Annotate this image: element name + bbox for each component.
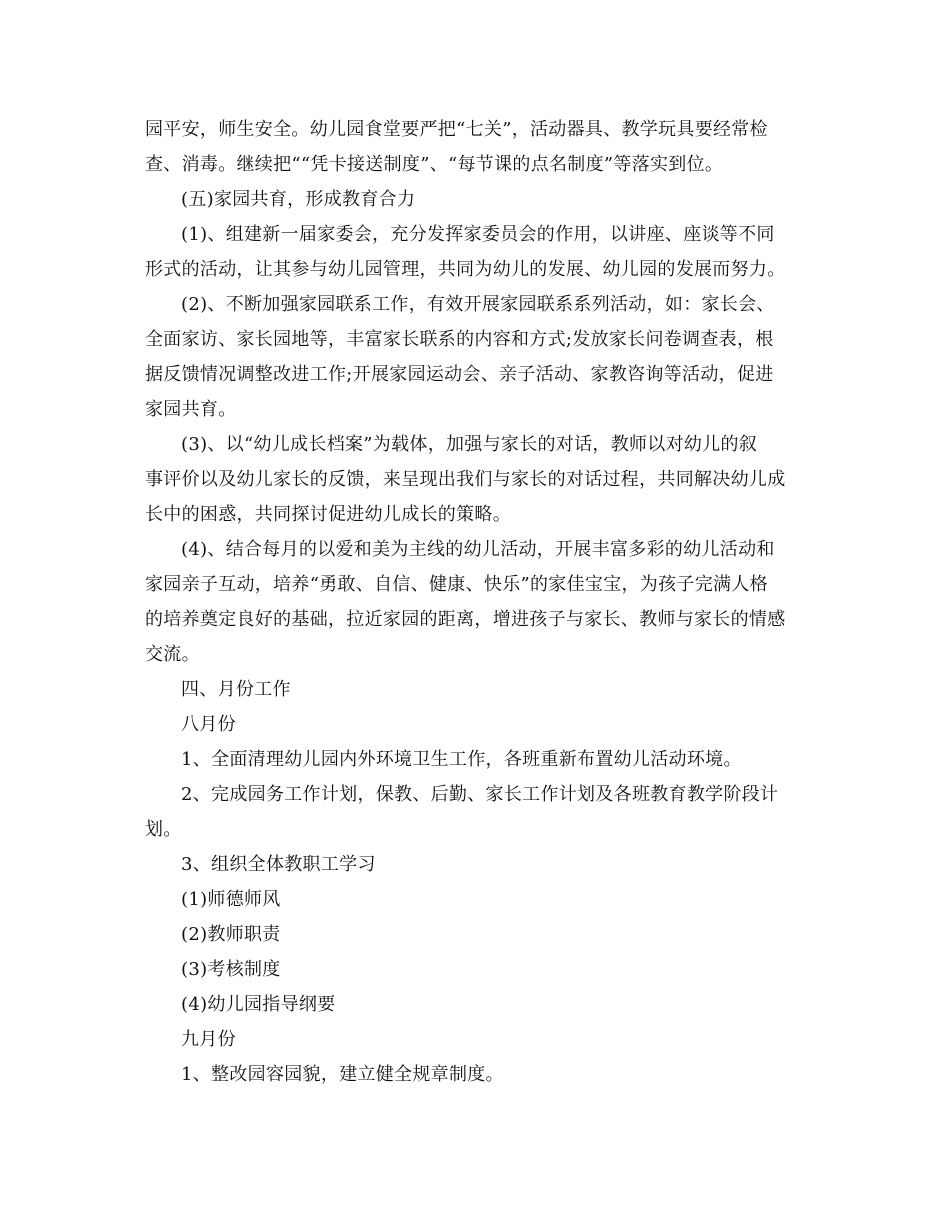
text-line: 的培养奠定良好的基础，拉近家园的距离，增进孩子与家长、教师与家长的情感 <box>145 609 786 630</box>
text-line: 查、消毒。继续把““凭卡接送制度”、“每节课的点名制度”等落实到位。 <box>145 154 724 175</box>
text-line: 园平安，师生安全。幼儿园食堂要严把“七关”，活动器具、教学玩具要经常检 <box>145 119 768 140</box>
text-line: 九月份 <box>181 1029 236 1050</box>
text-line: 划。 <box>145 819 182 840</box>
text-line: 2、完成园务工作计划，保教、后勤、家长工作计划及各班教育教学阶段计 <box>181 784 779 805</box>
text-line: (1)师德师风 <box>181 889 281 910</box>
text-line: 形式的活动，让其参与幼儿园管理，共同为幼儿的发展、幼儿园的发展而努力。 <box>145 259 786 280</box>
text-line: 家园共育。 <box>145 399 237 420</box>
text-line: (3)、以“幼儿成长档案”为载体，加强与家长的对话，教师以对幼儿的叙 <box>181 434 758 455</box>
text-line: 交流。 <box>145 644 200 665</box>
text-line: (2)教师职责 <box>181 924 281 945</box>
text-line: 全面家访、家长园地等，丰富家长联系的内容和方式;发放家长问卷调查表，根 <box>145 329 774 350</box>
text-line: 1、全面清理幼儿园内外环境卫生工作，各班重新布置幼儿活动环境。 <box>181 749 742 770</box>
text-line: 四、月份工作 <box>181 679 291 700</box>
text-line: 3、组织全体教职工学习 <box>181 854 376 875</box>
text-line: 事评价以及幼儿家长的反馈，来呈现出我们与家长的对话过程，共同解决幼儿成 <box>145 469 786 490</box>
text-line: (4)幼儿园指导纲要 <box>181 994 336 1015</box>
document-page <box>145 112 805 1092</box>
text-line: 据反馈情况调整改进工作;开展家园运动会、亲子活动、家教咨询等活动，促进 <box>145 364 774 385</box>
text-line: (4)、结合每月的以爱和美为主线的幼儿活动，开展丰富多彩的幼儿活动和 <box>181 539 775 560</box>
text-line: 八月份 <box>181 714 236 735</box>
text-line: 1、整改园容园貌，建立健全规章制度。 <box>181 1064 504 1085</box>
text-line: 家园亲子互动，培养“勇敢、自信、健康、快乐”的家佳宝宝，为孩子完满人格 <box>145 574 768 595</box>
text-line: (3)考核制度 <box>181 959 281 980</box>
text-line: (1)、组建新一届家委会，充分发挥家委员会的作用，以讲座、座谈等不同 <box>181 224 775 245</box>
text-line: (2)、不断加强家园联系工作，有效开展家园联系系列活动，如：家长会、 <box>181 294 775 315</box>
text-line: 长中的困惑，共同探讨促进幼儿成长的策略。 <box>145 504 511 525</box>
text-line: (五)家园共育，形成教育合力 <box>181 189 416 210</box>
